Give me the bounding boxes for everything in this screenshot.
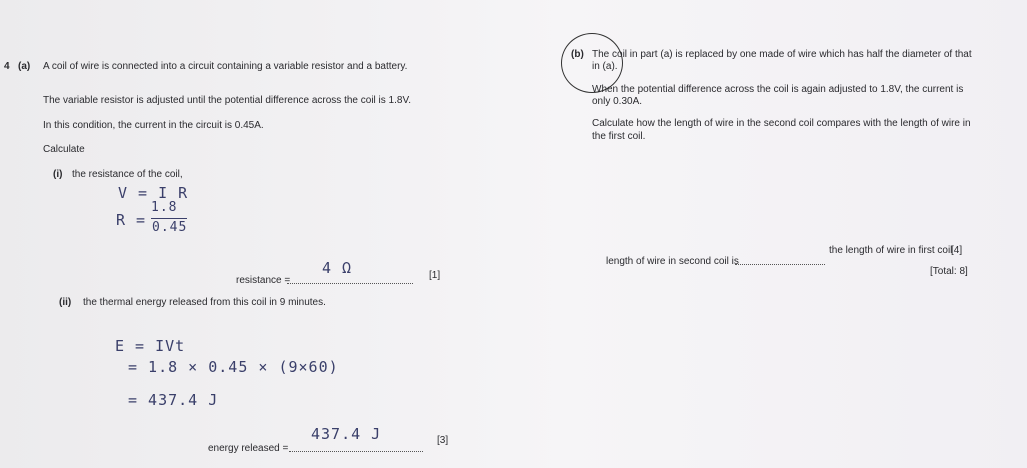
stem-line-2: The variable resistor is adjusted until the potential difference across the coil is 1.8V. xyxy=(43,95,411,106)
part-ii-label: (ii) xyxy=(59,297,72,308)
fraction-bar xyxy=(151,218,187,219)
energy-label: energy released = xyxy=(208,443,289,454)
work-ii-line-3: = 437.4 J xyxy=(128,391,219,409)
part-ii-text: the thermal energy released from this coil in 9 minutes. xyxy=(83,297,326,308)
work-ii-line-1: E = IVt xyxy=(115,337,186,355)
marks-b: [4] xyxy=(951,245,963,256)
marks-i: [1] xyxy=(429,270,441,281)
part-b-line-5: Calculate how the length of wire in the second coil compares with the length of wire in xyxy=(592,118,971,129)
part-b-line-4: only 0.30A. xyxy=(592,96,643,107)
part-i-label: (i) xyxy=(53,169,63,180)
part-b-line-1: The coil in part (a) is replaced by one made of wire which has half the diameter of that xyxy=(592,49,972,60)
part-b-answer-line xyxy=(735,264,825,265)
marks-ii: [3] xyxy=(437,435,449,446)
part-b-label: (b) xyxy=(571,49,584,60)
part-b-answer-prefix: length of wire in second coil is xyxy=(606,256,739,267)
question-number: 4 xyxy=(4,61,10,72)
part-b-line-3: When the potential difference across the coil is again adjusted to 1.8V, the current is xyxy=(592,84,964,95)
resistance-answer: 4 Ω xyxy=(322,259,353,277)
part-b-line-6: the first coil. xyxy=(592,131,646,142)
calculate-label: Calculate xyxy=(43,144,85,155)
part-i-text: the resistance of the coil, xyxy=(72,169,183,180)
work-i-line-1: V = I R xyxy=(118,184,189,202)
total-marks: [Total: 8] xyxy=(930,266,968,277)
work-ii-line-2: = 1.8 × 0.45 × (9×60) xyxy=(128,358,339,376)
energy-answer: 437.4 J xyxy=(311,425,382,443)
stem-line-3: In this condition, the current in the circuit is 0.45A. xyxy=(43,120,264,131)
energy-answer-line xyxy=(289,451,423,452)
resistance-answer-line xyxy=(287,283,413,284)
work-i-numerator: 1.8 xyxy=(151,200,178,215)
part-b-answer-suffix: the length of wire in first coil xyxy=(829,245,953,256)
resistance-label: resistance = xyxy=(236,275,291,286)
work-i-lhs: R = xyxy=(116,211,147,229)
stem-line-1: A coil of wire is connected into a circuit containing a variable resistor and a battery. xyxy=(43,61,408,72)
work-i-denominator: 0.45 xyxy=(152,220,188,235)
part-b-line-2: in (a). xyxy=(592,61,618,72)
part-a-label: (a) xyxy=(18,61,31,72)
